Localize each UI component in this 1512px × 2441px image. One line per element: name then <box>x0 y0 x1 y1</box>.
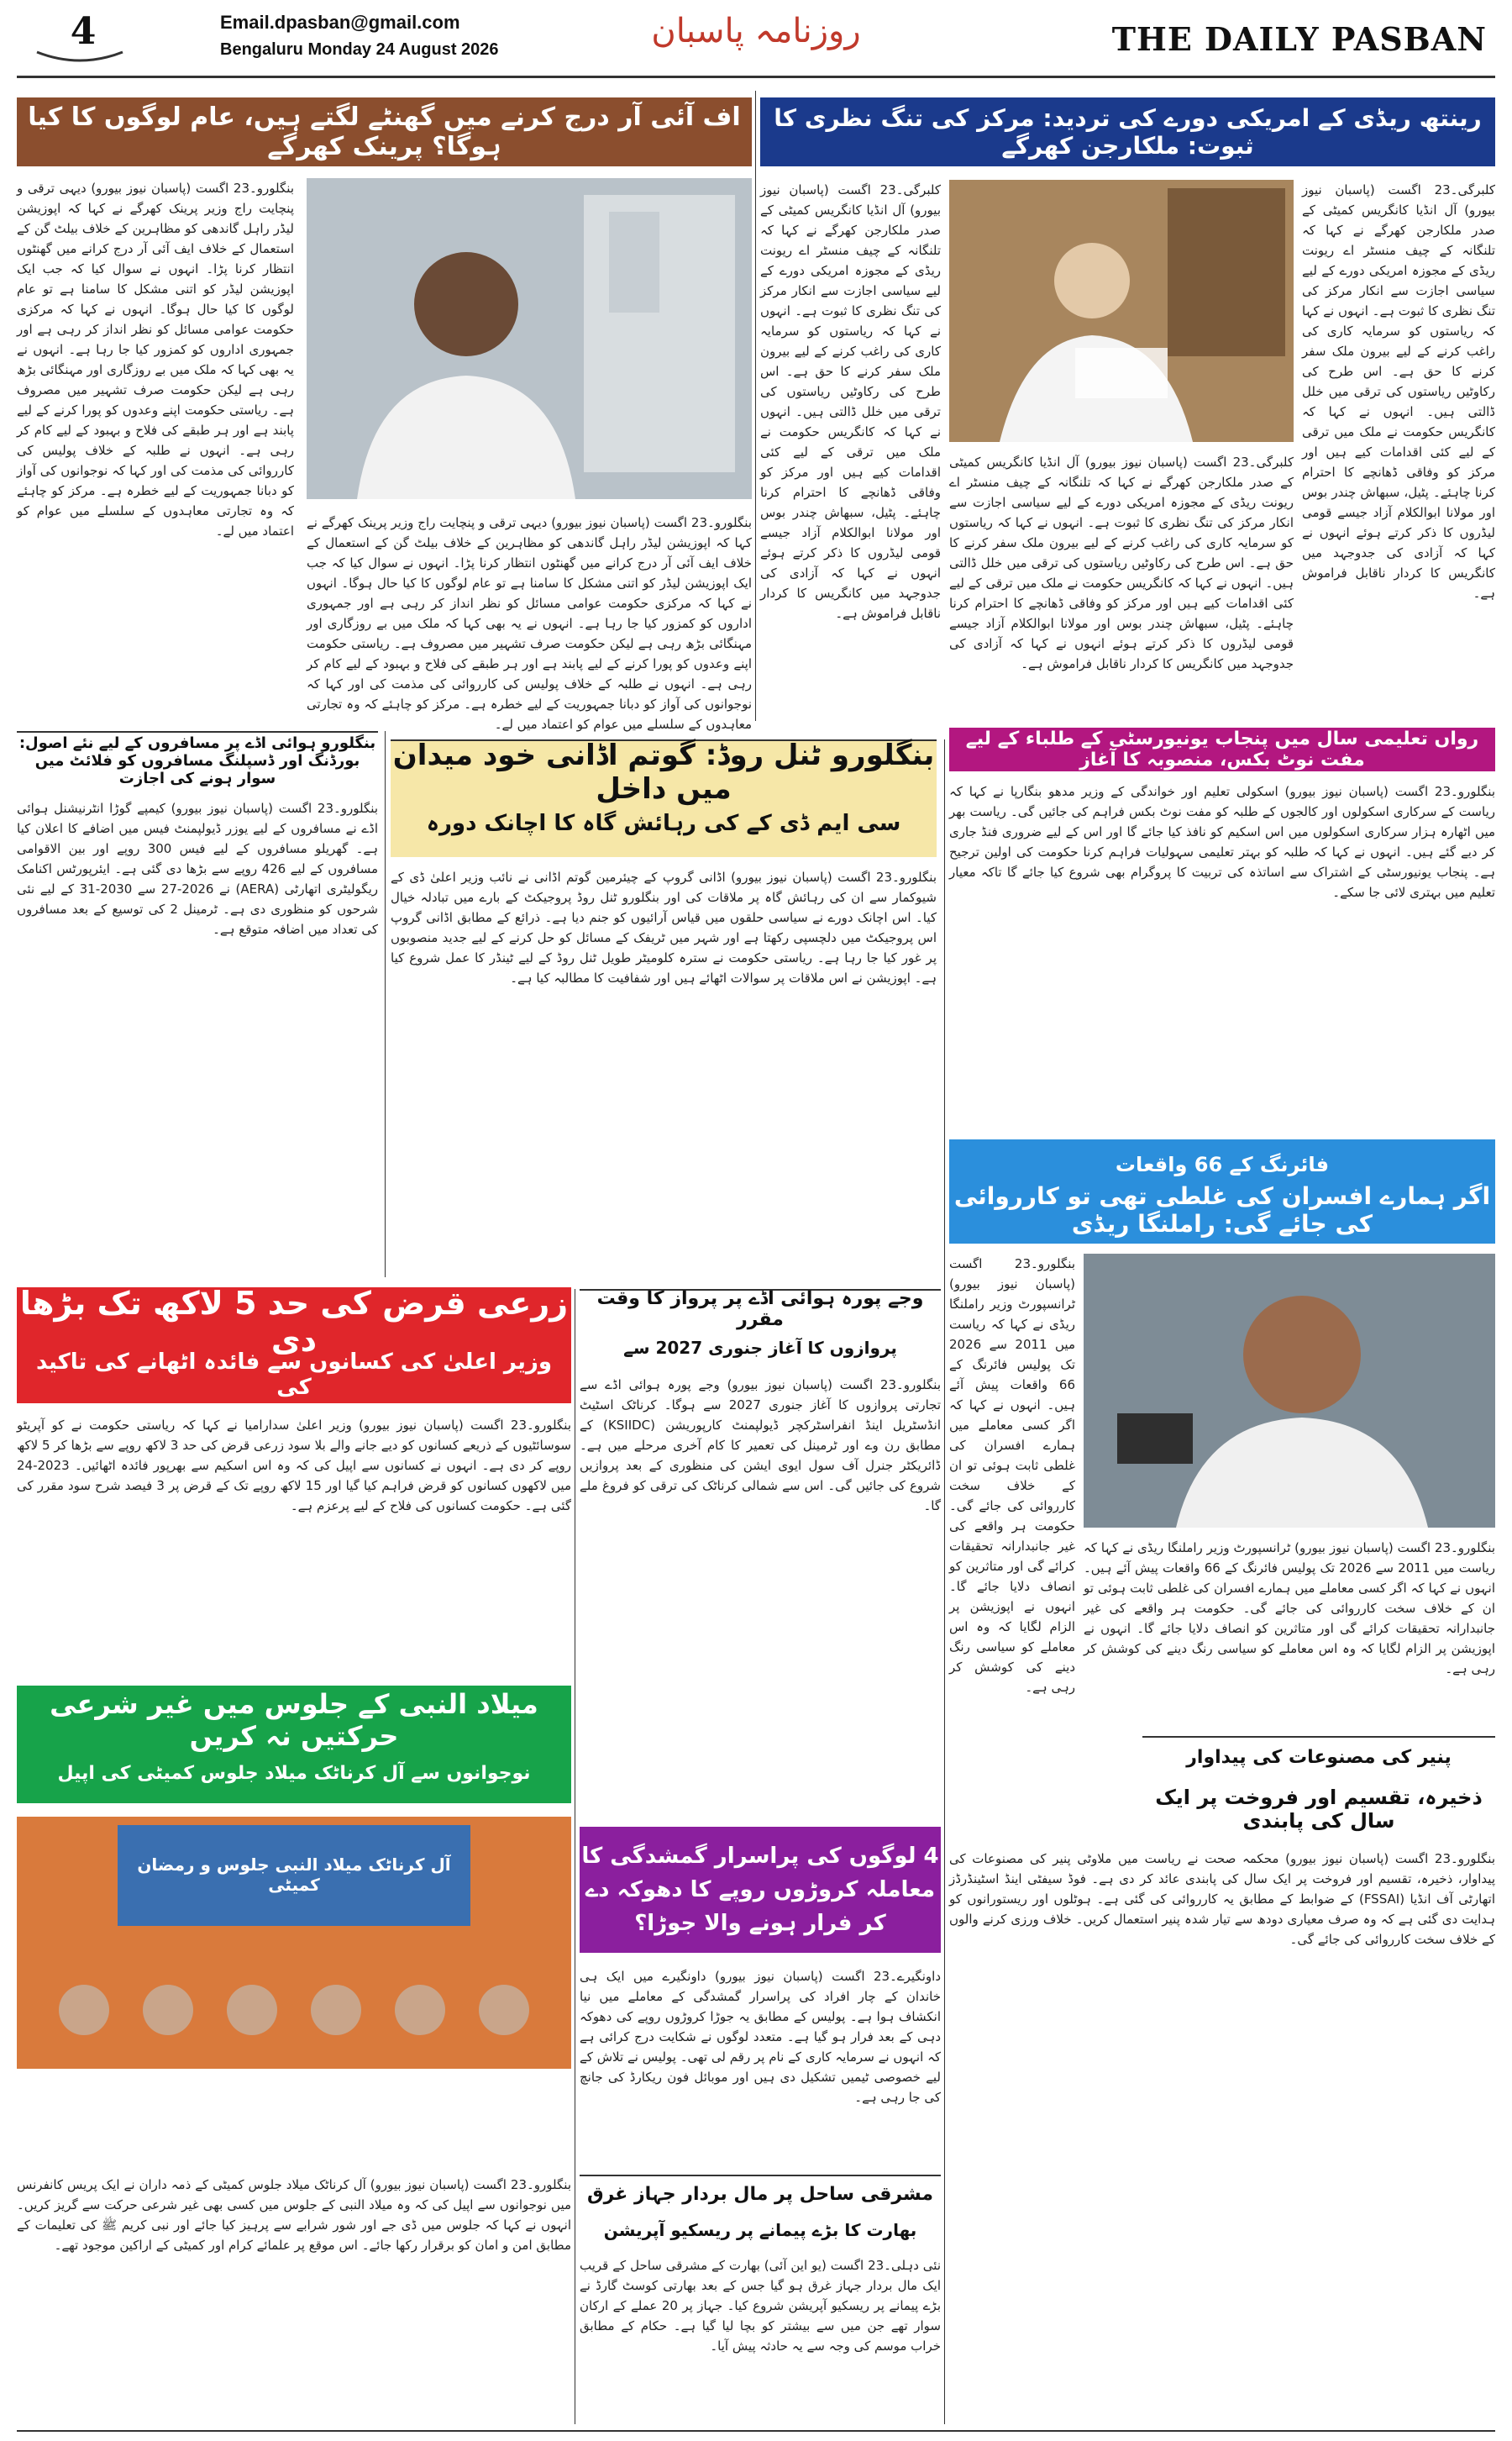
article-firing-photo <box>1084 1254 1495 1528</box>
article-milad-headline: میلاد النبی کے جلوس میں غیر شرعی حرکتیں نہ کریں <box>50 1688 538 1752</box>
article-firing-headline: اگر ہمارے افسران کی غلطی تھی تو کارروائی کی جائے گی: راملنگا ریڈی <box>953 1182 1491 1238</box>
article-revanth-photo <box>949 180 1294 442</box>
article-kharge-fir-body-1: بنگلورو۔23 اگست (پاسبان نیوز بیورو) دیہی ترقی و پنچایت راج وزیر پرینک کھرگے نے کہا کہ اپوزیشن لیڈر راہل گاندھی کو مظاہرین کے خلاف بیلٹ گن کے استعمال کے خلاف ایف آئی آر درج کرانے میں گھنٹوں انتظار کرنا پڑا۔ انہوں نے سوال کیا کہ جب ایک اپوزیشن لیڈر کو اتنی مشکل کا سامنا ہے تو عام لوگوں کا کیا حال ہوگا۔ انہوں نے کہا کہ مرکزی حکومت عوامی مسائل کو نظر انداز کر رہی ہے اور جمہوری اداروں کو کمزور کیا جا رہا ہے۔ انہوں نے یہ بھی کہا کہ ملک میں بے روزگاری اور مہنگائی بڑھ رہی ہے لیکن حکومت صرف تشہیر میں مصروف ہے۔ ریاستی حکومت اپنے وعدوں کو پورا کرنے کے لیے پابند ہے اور ہر طبقے کی فلاح و بہبود کے لیے کام کر رہی ہے۔ انہوں نے طلبہ کے خلاف پولیس کی کارروائی کی مذمت کی اور کہا کہ نوجوانوں کی آواز کو دبانا جمہوریت کے لیے خطرہ ہے۔ مرکز کو چاہئے کہ وہ تجارتی معاہدوں کے سلسلے میں عوام کو اعتماد میں لے۔ <box>17 181 294 539</box>
article-paneer-body: بنگلورو۔23 اگست (پاسبان نیوز بیورو) محکمہ صحت نے ریاست میں ملاوٹی پنیر کی مصنوعات کی پیداوار، ذخیرہ، تقسیم اور فروخت پر ایک سال کی پابندی عائد کر دی ہے۔ فوڈ سیفٹی اینڈ اسٹینڈرڈز اتھارٹی آف انڈیا (FSSAI) کے ضوابط کے مطابق یہ کارروائی کی گئی ہے۔ ہوٹلوں اور ریستورانوں کو ہدایت دی گئی ہے کہ وہ صرف معیاری دودھ سے تیار شدہ پنیر استعمال کریں۔ خلاف ورزی کرنے والوں کے خلاف سخت کارروائی کی جائے گی۔ <box>949 1851 1495 1947</box>
masthead-dateline: Bengaluru Monday 24 August 2026 <box>220 40 499 59</box>
masthead <box>0 0 1512 77</box>
article-flights-headline: وجے پورہ ہوائی اڈے پر پرواز کا وقت مقرر <box>580 1289 941 1328</box>
masthead-logo: روزنامہ پاسبان <box>651 12 861 50</box>
article-milad-photo <box>17 1817 571 2161</box>
masthead-email[interactable]: Email.dpasban@gmail.com <box>220 12 460 33</box>
masthead-paper-name: THE DAILY PASBAN <box>1111 20 1487 58</box>
footer-divider <box>17 2430 1495 2432</box>
article-paneer-subheadline: ذخیرہ، تقسیم اور فروخت پر ایک سال کی پابندی <box>1155 1786 1483 1833</box>
article-ship-subheadline: بھارت کا بڑے پیمانے پر ریسکیو آپریشن <box>603 2220 917 2240</box>
masthead-divider <box>17 76 1495 78</box>
article-firing-overline: فائرنگ کے 66 واقعات <box>1115 1153 1330 1176</box>
article-airport-headline: بنگلورو ہوائی اڈے پر مسافروں کے لیے نئے اصول: بورڈنگ اور ڈسپلنگ مسافروں کو فلائٹ میں سوار ہونے کی اجازت <box>17 731 378 788</box>
article-farm-loan-body: بنگلورو۔23 اگست (پاسبان نیوز بیورو) وزیر اعلیٰ سدارامیا نے کہا کہ ریاستی حکومت نے کو آپریٹو سوسائٹیوں کے ذریعے کسانوں کو دیے جانے والے بلا سود زرعی قرض کی حد 3 لاکھ روپے سے بڑھا کر 5 لاکھ روپے کر دی ہے۔ انہوں نے کسانوں سے اپیل کی کہ وہ اس اسکیم سے بھرپور فائدہ اٹھائیں۔ 2023-24 میں لاکھوں کسانوں کو قرض فراہم کیا گیا اور 15 لاکھ روپے تک کے قرض پر 3 فیصد شرح سود مقرر کی گئی ہے۔ حکومت کسانوں کی فلاح کے لیے پرعزم ہے۔ <box>17 1418 571 1513</box>
article-farm-loan-subheadline: وزیر اعلیٰ کی کسانوں سے فائدہ اٹھانے کی تاکید کی <box>36 1349 552 1400</box>
article-tunnel-body: بنگلورو۔23 اگست (پاسبان نیوز بیورو) اڈانی گروپ کے چیئرمین گوتم اڈانی نے نائب وزیر اعلیٰ ڈی کے شیوکمار سے ان کی رہائش گاہ پر ملاقات کی اور بنگلورو ٹنل روڈ پروجیکٹ کے بارے میں تبادلہ خیال کیا۔ اس اچانک دورے نے سیاسی حلقوں میں قیاس آرائیوں کو جنم دیا ہے۔ ذرائع کے مطابق اڈانی گروپ اس پروجیکٹ میں دلچسپی رکھتا ہے اور شہر میں ٹریفک کے مسائل کو حل کرنے کے لیے جدید منصوبوں پر غور کیا جا رہا ہے۔ ریاستی حکومت نے سترہ کلومیٹر طویل ٹنل روڈ کے لیے ٹینڈر کا عمل شروع کیا ہے۔ اپوزیشن نے اس ملاقات پر سوالات اٹھائے ہیں اور شفافیت کا مطالبہ کیا ہے۔ <box>391 870 937 986</box>
article-ship-headline: مشرقی ساحل پر مال بردار جہاز غرق <box>580 2175 941 2212</box>
page-number: 4 <box>70 10 97 53</box>
article-farm-loan-headline: زرعی قرض کی حد 5 لاکھ تک بڑھا دی <box>19 1285 569 1359</box>
article-flights-subheadline: پروازوں کا آغاز جنوری 2027 سے <box>623 1338 897 1358</box>
article-firing-body-2: بنگلورو۔23 اگست (پاسبان نیوز بیورو) ٹرانسپورٹ وزیر راملنگا ریڈی نے کہا کہ ریاست میں 2011 سے 2026 تک پولیس فائرنگ کے 66 واقعات پیش آئے ہیں۔ انہوں نے کہا کہ اگر کسی معاملے میں ہمارے افسران کی غلطی ثابت ہوئی تو ان کے خلاف سخت کارروائی کی جائے گی۔ حکومت ہر واقعے کی غیر جانبدارانہ تحقیقات کرائے گی اور متاثرین کو انصاف دلایا جائے گا۔ انہوں نے اپوزیشن پر الزام لگایا کہ وہ اس معاملے کو سیاسی رنگ دینے کی کوشش کر رہی ہے۔ <box>1084 1540 1495 1676</box>
article-revanth-body-1: کلبرگی۔23 اگست (پاسبان نیوز بیورو) آل انڈیا کانگریس کمیٹی کے صدر ملکارجن کھرگے نے کہا کہ تلنگانہ کے چیف منسٹر اے ریونت ریڈی کے مجوزہ امریکی دورے کے لیے سیاسی اجازت سے انکار مرکز کی تنگ نظری کا ثبوت ہے۔ انہوں نے کہا کہ ریاستوں کو سرمایہ کاری کی راغب کرنے کے لیے بیرون ملک سفر کرنے کا حق ہے۔ اس طرح کی رکاوٹیں ریاستوں کی ترقی میں خلل ڈالتی ہیں۔ انہوں نے کہا کہ کانگریس حکومت نے ملک میں ترقی کے لیے کئی اقدامات کیے ہیں اور مرکز کو وفاقی ڈھانچے کا احترام کرنا چاہئے۔ پٹیل، سبھاش چندر بوس اور مولانا ابوالکلام آزاد جیسے قومی لیڈروں کا ذکر کرتے ہوئے انہوں نے کہا کہ آزادی کی جدوجہد میں کانگریس کا کردار ناقابل فراموش ہے۔ <box>1301 182 1495 601</box>
article-missing-headline: 4 لوگوں کی پراسرار گمشدگی کا معاملہ کروڑوں روپے کا دھوکہ دے کر فرار ہونے والا جوڑا؟ <box>581 1844 939 1936</box>
page-number-badge <box>34 10 126 66</box>
article-milad-banner-caption: آل کرناٹک میلاد النبی جلوس و رمضان کمیٹی <box>137 1854 451 1895</box>
article-kharge-fir-body-2: بنگلورو۔23 اگست (پاسبان نیوز بیورو) دیہی ترقی و پنچایت راج وزیر پرینک کھرگے نے کہا کہ اپوزیشن لیڈر راہل گاندھی کو مظاہرین کے خلاف بیلٹ گن کے استعمال کے خلاف ایف آئی آر درج کرانے میں گھنٹوں انتظار کرنا پڑا۔ انہوں نے سوال کیا کہ جب ایک اپوزیشن لیڈر کو اتنی مشکل کا سامنا ہے تو عام لوگوں کا کیا حال ہوگا۔ انہوں نے کہا کہ مرکزی حکومت عوامی مسائل کو نظر انداز کر رہی ہے اور جمہوری اداروں کو کمزور کیا جا رہا ہے۔ انہوں نے یہ بھی کہا کہ ملک میں بے روزگاری اور مہنگائی بڑھ رہی ہے لیکن حکومت صرف تشہیر میں مصروف ہے۔ ریاستی حکومت اپنے وعدوں کو پورا کرنے کے لیے پابند ہے اور ہر طبقے کی فلاح و بہبود کے لیے کام کر رہی ہے۔ انہوں نے طلبہ کے خلاف پولیس کی کارروائی کی مذمت کی اور کہا کہ نوجوانوں کی آواز کو دبانا جمہوریت کے لیے خطرہ ہے۔ مرکز کو چاہئے کہ وہ تجارتی معاہدوں کے سلسلے میں عوام کو اعتماد میں لے۔ <box>307 515 752 732</box>
article-tunnel-subheadline: سی ایم ڈی کے کی رہائش گاہ کا اچانک دورہ <box>426 811 901 836</box>
article-revanth-body-2: کلبرگی۔23 اگست (پاسبان نیوز بیورو) آل انڈیا کانگریس کمیٹی کے صدر ملکارجن کھرگے نے کہا کہ تلنگانہ کے چیف منسٹر اے ریونت ریڈی کے مجوزہ امریکی دورے کے لیے سیاسی اجازت سے انکار مرکز کی تنگ نظری کا ثبوت ہے۔ انہوں نے کہا کہ ریاستوں کو سرمایہ کاری کی راغب کرنے کے لیے بیرون ملک سفر کرنے کا حق ہے۔ اس طرح کی رکاوٹیں ریاستوں کی ترقی میں خلل ڈالتی ہیں۔ انہوں نے کہا کہ کانگریس حکومت نے ملک میں ترقی کے لیے کئی اقدامات کیے ہیں اور مرکز کو وفاقی ڈھانچے کا احترام کرنا چاہئے۔ پٹیل، سبھاش چندر بوس اور مولانا ابوالکلام آزاد جیسے قومی لیڈروں کا ذکر کرتے ہوئے انہوں نے کہا کہ آزادی کی جدوجہد میں کانگریس کا کردار ناقابل فراموش ہے۔ <box>760 182 941 621</box>
article-paneer-headline: پنیر کی مصنوعات کی پیداوار <box>1142 1736 1495 1776</box>
article-kharge-fir-photo <box>307 178 752 499</box>
column-divider-right <box>944 739 945 2424</box>
article-revanth-headline: رینتھ ریڈی کے امریکی دورے کی تردید: مرکز کی تنگ نظری کا ثبوت: ملکارجن کھرگے <box>760 97 1495 166</box>
article-missing-body: داونگیرے۔23 اگست (پاسبان نیوز بیورو) داونگیرے میں ایک ہی خاندان کے چار افراد کی پراسرار گمشدگی کے معاملے میں نیا انکشاف ہوا ہے۔ پولیس کے مطابق یہ جوڑا کروڑوں روپے کی دھوکہ دہی کے بعد فرار ہو گیا ہے۔ متعدد لوگوں نے شکایت درج کرائی ہے کہ انہوں نے سرمایہ کاری کے نام پر رقم لی تھی۔ پولیس نے تلاش کے لیے خصوصی ٹیمیں تشکیل دی ہیں اور موبائل فون ریکارڈ کی جانچ کی جا رہی ہے۔ <box>580 1969 941 2105</box>
article-revanth-body-3: کلبرگی۔23 اگست (پاسبان نیوز بیورو) آل انڈیا کانگریس کمیٹی کے صدر ملکارجن کھرگے نے کہا کہ تلنگانہ کے چیف منسٹر اے ریونت ریڈی کے مجوزہ امریکی دورے کے لیے سیاسی اجازت سے انکار مرکز کی تنگ نظری کا ثبوت ہے۔ انہوں نے کہا کہ ریاستوں کو سرمایہ کاری کی راغب کرنے کے لیے بیرون ملک سفر کرنے کا حق ہے۔ اس طرح کی رکاوٹیں ریاستوں کی ترقی میں خلل ڈالتی ہیں۔ انہوں نے کہا کہ کانگریس حکومت نے ملک میں ترقی کے لیے کئی اقدامات کیے ہیں اور مرکز کو وفاقی ڈھانچے کا احترام کرنا چاہئے۔ پٹیل، سبھاش چندر بوس اور مولانا ابوالکلام آزاد جیسے قومی لیڈروں کا ذکر کرتے ہوئے انہوں نے کہا کہ آزادی کی جدوجہد میں کانگریس کا کردار ناقابل فراموش ہے۔ <box>949 455 1294 671</box>
article-flights-body: بنگلورو۔23 اگست (پاسبان نیوز بیورو) وجے پورہ ہوائی اڈے سے تجارتی پروازوں کا آغاز جنوری 2027 سے ہوگا۔ کرناٹک اسٹیٹ انڈسٹریل اینڈ انفراسٹرکچر ڈیولپمنٹ کارپوریشن (KSIIDC) کے مطابق رن وے اور ٹرمینل کی تعمیر کا کام آخری مرحلے میں ہے۔ ڈائریکٹر جنرل آف سول ایوی ایشن کی منظوری کے بعد پروازیں شروع کی جائیں گی۔ اس سے شمالی کرناٹک کی ترقی کو فروغ ملے گا۔ <box>580 1377 942 1513</box>
article-milad-subheadline: نوجوانوں سے آل کرناٹک میلاد جلوس کمیٹی کی اپیل <box>57 1762 531 1784</box>
article-firing-body-1: بنگلورو۔23 اگست (پاسبان نیوز بیورو) ٹرانسپورٹ وزیر راملنگا ریڈی نے کہا کہ ریاست میں 2011 سے 2026 تک پولیس فائرنگ کے 66 واقعات پیش آئے ہیں۔ انہوں نے کہا کہ اگر کسی معاملے میں ہمارے افسران کی غلطی ثابت ہوئی تو ان کے خلاف سخت کارروائی کی جائے گی۔ حکومت ہر واقعے کی غیر جانبدارانہ تحقیقات کرائے گی اور متاثرین کو انصاف دلایا جائے گا۔ انہوں نے اپوزیشن پر الزام لگایا کہ وہ اس معاملے کو سیاسی رنگ دینے کی کوشش کر رہی ہے۔ <box>949 1256 1075 1695</box>
article-notebooks-body: بنگلورو۔23 اگست (پاسبان نیوز بیورو) اسکولی تعلیم اور خواندگی کے وزیر مدھو بنگارپا نے کہا کہ ریاست کے سرکاری اسکولوں اور کالجوں کے طلبہ کو مفت نوٹ بکس فراہم کی جائیں گی۔ ریاست بھر میں اٹھارہ ہزار سرکاری اسکولوں میں اس اسکیم کو نافذ کیا جائے گا اور اس کے لیے ضروری فنڈ جاری کر دیے گئے ہیں۔ انہوں نے کہا کہ طلبہ کو بہتر تعلیمی سہولیات فراہم کرنا حکومت کی اولین ترجیح ہے۔ پنجاب یونیورسٹی کے اشتراک سے اساتذہ کی تربیت کا پروگرام بھی شروع کیا جائے گا تاکہ معیار تعلیم میں بہتری لائی جا سکے۔ <box>949 784 1495 900</box>
article-milad-body: بنگلورو۔23 اگست (پاسبان نیوز بیورو) آل کرناٹک میلاد جلوس کمیٹی کے ذمہ داران نے ایک پریس کانفرنس میں نوجوانوں سے اپیل کی کہ وہ میلاد النبی کے جلوس میں کسی بھی غیر شرعی حرکت سے گریز کریں۔ انہوں نے کہا کہ جلوس میں ڈی جے اور شور شرابے سے پرہیز کیا جائے اور نبی کریم ﷺ کی تعلیمات کے مطابق امن و امان کو برقرار رکھا جائے۔ اس موقع پر علمائے کرام اور کمیٹی کے اراکین موجود تھے۔ <box>17 2177 571 2253</box>
article-ship-body: نئی دہلی۔23 اگست (یو این آئی) بھارت کے مشرقی ساحل کے قریب ایک مال بردار جہاز غرق ہو گیا جس کے بعد بھارتی کوسٹ گارڈ نے بڑے پیمانے پر ریسکیو آپریشن شروع کیا۔ جہاز پر 20 عملے کے ارکان سوار تھے جن میں سے بیشتر کو بچا لیا گیا ہے۔ حکام کے مطابق خراب موسم کی وجہ سے یہ حادثہ پیش آیا۔ <box>580 2258 941 2354</box>
article-tunnel-headline: بنگلورو ٹنل روڈ: گوتم اڈانی خود میدان میں داخل <box>392 739 935 806</box>
article-airport-body: بنگلورو۔23 اگست (پاسبان نیوز بیورو) کیمپے گوڑا انٹرنیشنل ہوائی اڈے نے مسافروں کے لیے یوزر ڈیولپمنٹ فیس میں اضافے کا اعلان کیا ہے۔ گھریلو مسافروں کے لیے فیس 300 روپے اور بین الاقوامی مسافروں کے لیے 426 روپے سے بڑھا دی گئی ہے۔ ایئرپورٹس اکنامک ریگولیٹری اتھارٹی (AERA) نے 2026-27 سے 2030-31 کے لیے نئی شرحوں کو منظوری دی ہے۔ ٹرمینل 2 کی توسیع کے بعد مسافروں کی تعداد میں اضافہ متوقع ہے۔ <box>17 801 378 937</box>
column-divider-center <box>755 91 756 721</box>
column-divider-left <box>385 731 386 1277</box>
article-notebooks-headline: رواں تعلیمی سال میں پنجاب یونیورسٹی کے طلباء کے لیے مفت نوٹ بکس، منصوبہ کا آغاز <box>949 728 1495 771</box>
article-kharge-fir-headline: اف آئی آر درج کرنے میں گھنٹے لگتے ہیں، عام لوگوں کا کیا ہوگا؟ پرینک کھرگے <box>17 97 752 166</box>
